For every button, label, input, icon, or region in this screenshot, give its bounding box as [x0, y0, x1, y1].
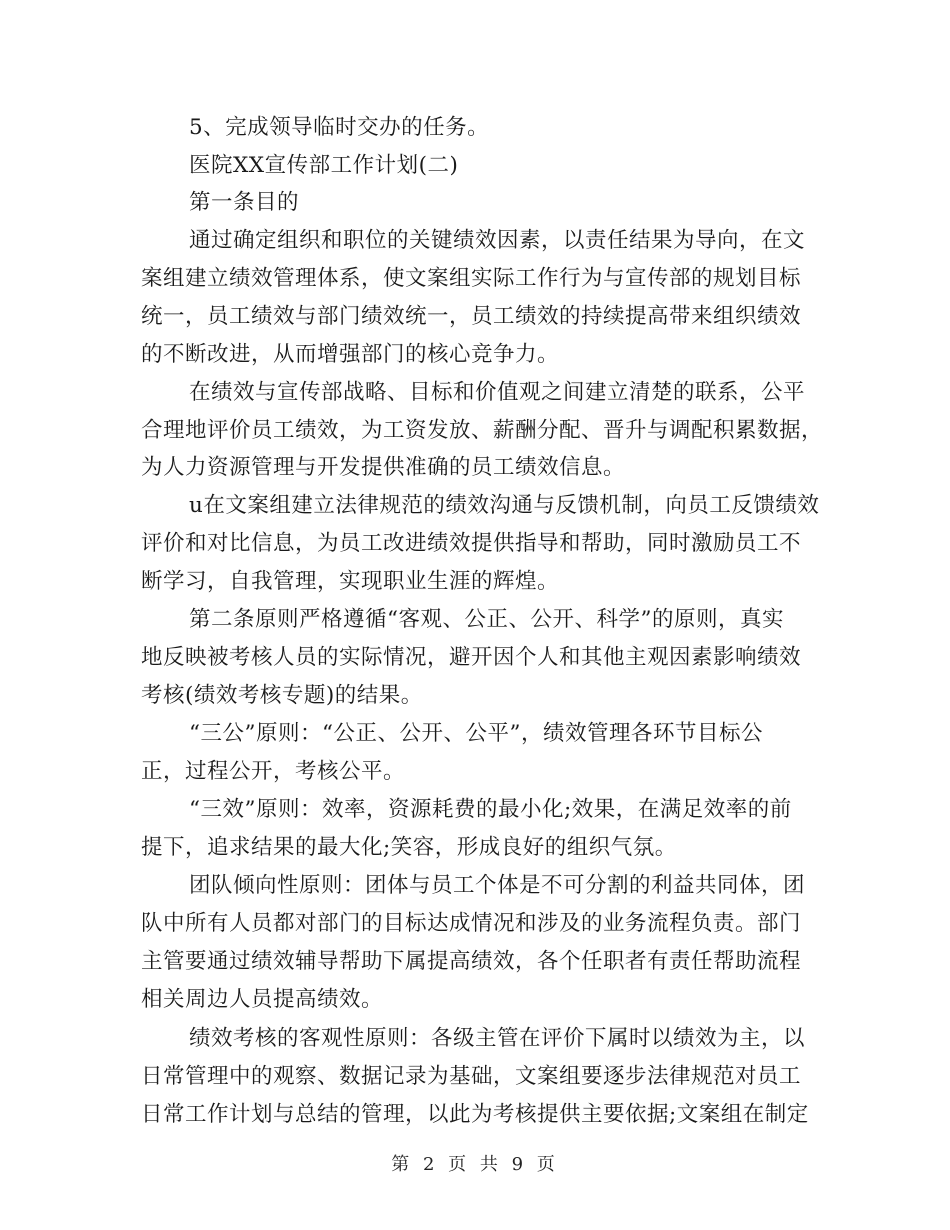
text-line: 的不断改进，从而增强部门的核心竞争力。 [141, 342, 560, 367]
text-line: 评价和对比信息，为员工改进绩效提供指导和帮助，同时激励员工不 [141, 531, 802, 556]
text-line: 案组建立绩效管理体系，使文案组实际工作行为与宣传部的规划目标 [141, 266, 802, 291]
text-line: 合理地评价员工绩效，为工资发放、薪酬分配、晋升与调配积累数据， [141, 418, 824, 443]
text-line: 5、完成领导临时交办的任务。 [189, 115, 490, 140]
text-line: u在文案组建立法律规范的绩效沟通与反馈机制，向员工反馈绩效 [189, 493, 820, 518]
text-line: 断学习，自我管理，实现职业生涯的辉煌。 [141, 569, 560, 594]
text-line: 考核(绩效考核专题)的结果。 [141, 683, 423, 708]
text-line: 为人力资源管理与开发提供准确的员工绩效信息。 [141, 455, 626, 480]
text-line: 通过确定组织和职位的关键绩效因素，以责任结果为导向，在文 [189, 228, 806, 253]
page-number-footer: 第 2 页 共 9 页 [391, 1154, 559, 1175]
text-line: 地反映被考核人员的实际情况，避开因个人和其他主观因素影响绩效 [141, 645, 802, 670]
text-line: 相关周边人员提高绩效。 [141, 987, 384, 1012]
text-line: 队中所有人员都对部门的目标达成情况和涉及的业务流程负责。部门 [141, 911, 802, 936]
text-line: “三公”原则：“公正、公开、公平”，绩效管理各环节目标公 [189, 721, 763, 746]
article-heading: 第一条目的 [189, 190, 300, 215]
text-line: 主管要通过绩效辅导帮助下属提高绩效，各个任职者有责任帮助流程 [141, 949, 802, 974]
text-line: 团队倾向性原则：团体与员工个体是不可分割的利益共同体，团 [189, 873, 806, 898]
text-line: 正，过程公开，考核公平。 [141, 759, 406, 784]
text-line: 绩效考核的客观性原则：各级主管在评价下属时以绩效为主，以 [189, 1026, 806, 1051]
section-heading: 医院XX宣传部工作计划(二) [189, 153, 459, 178]
text-line: “三效”原则：效率，资源耗费的最小化;效果，在满足效率的前 [189, 797, 792, 822]
text-line: 日常管理中的观察、数据记录为基础，文案组要逐步法律规范对员工 [141, 1064, 802, 1089]
text-line: 日常工作计划与总结的管理，以此为考核提供主要依据;文案组在制定 [141, 1102, 809, 1127]
text-line: 第二条原则严格遵循“客观、公正、公开、科学”的原则，真实 [189, 607, 784, 632]
text-line: 提下，追求结果的最大化;笑容，形成良好的组织气氛。 [141, 835, 677, 860]
text-line: 在绩效与宣传部战略、目标和价值观之间建立清楚的联系，公平 [189, 380, 806, 405]
text-line: 统一，员工绩效与部门绩效统一，员工绩效的持续提高带来组织绩效 [141, 304, 802, 329]
